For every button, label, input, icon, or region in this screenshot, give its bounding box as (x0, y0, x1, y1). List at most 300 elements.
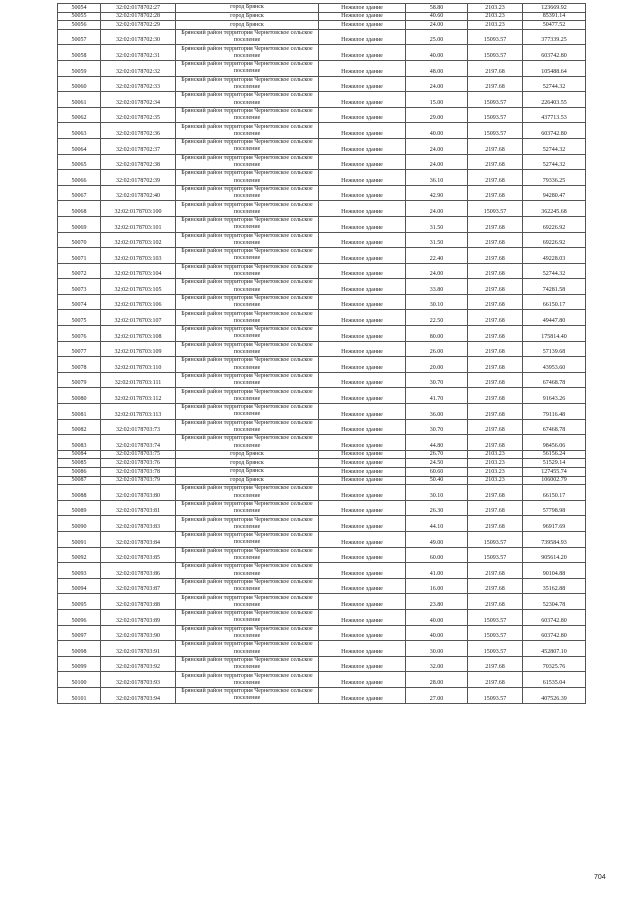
object-type-cell: Нежилое здание (319, 201, 406, 217)
cadastral-value-cell: 90104.88 (523, 563, 586, 579)
cadastral-value-cell: 52744.32 (523, 154, 586, 170)
cadastral-value-cell: 52744.32 (523, 76, 586, 92)
area-cell: 23.80 (406, 594, 468, 610)
specific-value-cell: 15093.57 (468, 107, 523, 123)
area-cell: 31.50 (406, 216, 468, 232)
table-row (58, 60, 586, 76)
object-type-cell: Нежилое здание (319, 450, 406, 459)
table-row (58, 563, 586, 579)
table-row (58, 547, 586, 563)
table-row (58, 248, 586, 264)
row-number-cell: 50088 (58, 485, 101, 501)
area-cell: 24.00 (406, 21, 468, 30)
row-number-cell: 50095 (58, 594, 101, 610)
cadastral-value-cell: 66150.17 (523, 485, 586, 501)
object-type-cell: Нежилое здание (319, 357, 406, 373)
object-type-cell: Нежилое здание (319, 248, 406, 264)
cadastral-number-cell: 32:02:0178703:85 (101, 547, 176, 563)
table-row (58, 294, 586, 310)
row-number-cell: 50063 (58, 123, 101, 139)
address-cell: Брянский район территория Чернетовское сельское поселение (176, 563, 319, 579)
cadastral-number-cell: 32:02:0178703:109 (101, 341, 176, 357)
object-type-cell: Нежилое здание (319, 170, 406, 186)
row-number-cell: 50077 (58, 341, 101, 357)
specific-value-cell: 2197.68 (468, 60, 523, 76)
table-row (58, 76, 586, 92)
row-number-cell: 50071 (58, 248, 101, 264)
cadastral-number-cell: 32:02:0178703:79 (101, 476, 176, 485)
object-type-cell: Нежилое здание (319, 138, 406, 154)
specific-value-cell: 2103.23 (468, 21, 523, 30)
specific-value-cell: 2197.68 (468, 263, 523, 279)
address-cell: Брянский район территория Чернетовское сельское поселение (176, 531, 319, 547)
cadastral-value-cell: 362245.68 (523, 201, 586, 217)
table-row (58, 485, 586, 501)
row-number-cell: 50054 (58, 4, 101, 13)
cadastral-value-cell: 226403.55 (523, 92, 586, 108)
address-cell: Брянский район территория Чернетовское сельское поселение (176, 594, 319, 610)
address-cell: Брянский район территория Чернетовское сельское поселение (176, 232, 319, 248)
row-number-cell: 50085 (58, 459, 101, 468)
area-cell: 44.10 (406, 516, 468, 532)
object-type-cell: Нежилое здание (319, 531, 406, 547)
cadastral-number-cell: 32:02:0178703:102 (101, 232, 176, 248)
cadastral-number-cell: 32:02:0178703:80 (101, 485, 176, 501)
area-cell: 80.00 (406, 326, 468, 342)
specific-value-cell: 15093.57 (468, 92, 523, 108)
area-cell: 60.60 (406, 468, 468, 477)
table-row (58, 476, 586, 485)
cadastral-number-cell: 32:02:0178703:113 (101, 404, 176, 420)
cadastral-value-cell: 35162.88 (523, 578, 586, 594)
address-cell: Брянский район территория Чернетовское сельское поселение (176, 248, 319, 264)
specific-value-cell: 2197.68 (468, 435, 523, 451)
row-number-cell: 50076 (58, 326, 101, 342)
cadastral-value-cell: 603742.80 (523, 123, 586, 139)
address-cell: Брянский район территория Чернетовское сельское поселение (176, 185, 319, 201)
table-row (58, 92, 586, 108)
specific-value-cell: 2197.68 (468, 563, 523, 579)
area-cell: 15.00 (406, 92, 468, 108)
specific-value-cell: 15093.57 (468, 547, 523, 563)
specific-value-cell: 2197.68 (468, 154, 523, 170)
area-cell: 24.00 (406, 263, 468, 279)
object-type-cell: Нежилое здание (319, 326, 406, 342)
object-type-cell: Нежилое здание (319, 92, 406, 108)
cadastral-value-cell: 57798.98 (523, 500, 586, 516)
object-type-cell: Нежилое здание (319, 404, 406, 420)
specific-value-cell: 2197.68 (468, 372, 523, 388)
object-type-cell: Нежилое здание (319, 641, 406, 657)
address-cell: Брянский район территория Чернетовское сельское поселение (176, 263, 319, 279)
object-type-cell: Нежилое здание (319, 435, 406, 451)
object-type-cell: Нежилое здание (319, 594, 406, 610)
cadastral-number-cell: 32:02:0178702:35 (101, 107, 176, 123)
cadastral-value-cell: 49447.80 (523, 310, 586, 326)
area-cell: 24.00 (406, 138, 468, 154)
row-number-cell: 50069 (58, 216, 101, 232)
address-cell: Брянский район территория Чернетовское сельское поселение (176, 326, 319, 342)
specific-value-cell: 2103.23 (468, 450, 523, 459)
table-row (58, 435, 586, 451)
object-type-cell: Нежилое здание (319, 29, 406, 45)
row-number-cell: 50067 (58, 185, 101, 201)
row-number-cell: 50094 (58, 578, 101, 594)
cadastral-number-cell: 32:02:0178703:107 (101, 310, 176, 326)
table-row (58, 341, 586, 357)
address-cell: город Брянск (176, 12, 319, 21)
cadastral-value-cell: 61535.04 (523, 672, 586, 688)
table-row (58, 404, 586, 420)
area-cell: 24.00 (406, 154, 468, 170)
row-number-cell: 50060 (58, 76, 101, 92)
address-cell: город Брянск (176, 21, 319, 30)
row-number-cell: 50092 (58, 547, 101, 563)
address-cell: Брянский район территория Чернетовское сельское поселение (176, 201, 319, 217)
address-cell: Брянский район территория Чернетовское сельское поселение (176, 672, 319, 688)
specific-value-cell: 2197.68 (468, 419, 523, 435)
address-cell: Брянский район территория Чернетовское сельское поселение (176, 641, 319, 657)
row-number-cell: 50062 (58, 107, 101, 123)
row-number-cell: 50061 (58, 92, 101, 108)
cadastral-value-cell: 94280.47 (523, 185, 586, 201)
address-cell: Брянский район территория Чернетовское сельское поселение (176, 60, 319, 76)
table-body (58, 4, 586, 704)
row-number-cell: 50074 (58, 294, 101, 310)
cadastral-number-cell: 32:02:0178703:74 (101, 435, 176, 451)
specific-value-cell: 2197.68 (468, 388, 523, 404)
object-type-cell: Нежилое здание (319, 154, 406, 170)
area-cell: 28.00 (406, 672, 468, 688)
table-row (58, 185, 586, 201)
cadastral-value-cell: 452807.10 (523, 641, 586, 657)
address-cell: Брянский район территория Чернетовское сельское поселение (176, 170, 319, 186)
area-cell: 24.00 (406, 76, 468, 92)
area-cell: 30.70 (406, 419, 468, 435)
cadastral-number-cell: 32:02:0178703:73 (101, 419, 176, 435)
cadastral-value-cell: 57139.68 (523, 341, 586, 357)
cadastral-value-table (57, 3, 586, 704)
object-type-cell: Нежилое здание (319, 310, 406, 326)
specific-value-cell: 2197.68 (468, 341, 523, 357)
row-number-cell: 50093 (58, 563, 101, 579)
specific-value-cell: 2197.68 (468, 656, 523, 672)
cadastral-value-cell: 52304.78 (523, 594, 586, 610)
cadastral-value-cell: 739584.93 (523, 531, 586, 547)
specific-value-cell: 2197.68 (468, 326, 523, 342)
object-type-cell: Нежилое здание (319, 687, 406, 703)
area-cell: 49.00 (406, 531, 468, 547)
object-type-cell: Нежилое здание (319, 388, 406, 404)
table-row (58, 468, 586, 477)
cadastral-number-cell: 32:02:0178703:105 (101, 279, 176, 295)
table-row (58, 625, 586, 641)
row-number-cell: 50099 (58, 656, 101, 672)
specific-value-cell: 2197.68 (468, 310, 523, 326)
address-cell: Брянский район территория Чернетовское сельское поселение (176, 279, 319, 295)
specific-value-cell: 2197.68 (468, 185, 523, 201)
row-number-cell: 50101 (58, 687, 101, 703)
address-cell: Брянский район территория Чернетовское сельское поселение (176, 687, 319, 703)
address-cell: Брянский район территория Чернетовское сельское поселение (176, 123, 319, 139)
area-cell: 30.10 (406, 485, 468, 501)
cadastral-value-cell: 50477.52 (523, 21, 586, 30)
area-cell: 26.00 (406, 341, 468, 357)
row-number-cell: 50057 (58, 29, 101, 45)
table-row (58, 656, 586, 672)
row-number-cell: 50083 (58, 435, 101, 451)
table-row (58, 263, 586, 279)
address-cell: город Брянск (176, 468, 319, 477)
object-type-cell: Нежилое здание (319, 123, 406, 139)
cadastral-number-cell: 32:02:0178703:108 (101, 326, 176, 342)
table-row (58, 578, 586, 594)
object-type-cell: Нежилое здание (319, 185, 406, 201)
object-type-cell: Нежилое здание (319, 12, 406, 21)
specific-value-cell: 15093.57 (468, 609, 523, 625)
specific-value-cell: 2103.23 (468, 4, 523, 13)
cadastral-number-cell: 32:02:0178703:76 (101, 459, 176, 468)
object-type-cell: Нежилое здание (319, 656, 406, 672)
specific-value-cell: 2197.68 (468, 594, 523, 610)
address-cell: Брянский район территория Чернетовское сельское поселение (176, 435, 319, 451)
cadastral-number-cell: 32:02:0178703:106 (101, 294, 176, 310)
table-row (58, 516, 586, 532)
area-cell: 42.90 (406, 185, 468, 201)
cadastral-value-cell: 96917.69 (523, 516, 586, 532)
area-cell: 50.40 (406, 476, 468, 485)
area-cell: 30.00 (406, 641, 468, 657)
cadastral-value-cell: 51529.14 (523, 459, 586, 468)
row-number-cell: 50081 (58, 404, 101, 420)
table-row (58, 154, 586, 170)
cadastral-number-cell: 32:02:0178703:92 (101, 656, 176, 672)
area-cell: 29.00 (406, 107, 468, 123)
address-cell: Брянский район территория Чернетовское сельское поселение (176, 138, 319, 154)
area-cell: 41.00 (406, 563, 468, 579)
table-row (58, 419, 586, 435)
object-type-cell: Нежилое здание (319, 107, 406, 123)
specific-value-cell: 15093.57 (468, 625, 523, 641)
address-cell: Брянский район территория Чернетовское сельское поселение (176, 310, 319, 326)
object-type-cell: Нежилое здание (319, 372, 406, 388)
cadastral-number-cell: 32:02:0178703:101 (101, 216, 176, 232)
object-type-cell: Нежилое здание (319, 60, 406, 76)
cadastral-number-cell: 32:02:0178702:36 (101, 123, 176, 139)
table-row (58, 609, 586, 625)
object-type-cell: Нежилое здание (319, 500, 406, 516)
row-number-cell: 50068 (58, 201, 101, 217)
cadastral-value-cell: 407526.39 (523, 687, 586, 703)
address-cell: Брянский район территория Чернетовское сельское поселение (176, 45, 319, 61)
object-type-cell: Нежилое здание (319, 341, 406, 357)
specific-value-cell: 15093.57 (468, 123, 523, 139)
table-row (58, 326, 586, 342)
area-cell: 20.00 (406, 357, 468, 373)
area-cell: 60.00 (406, 547, 468, 563)
cadastral-number-cell: 32:02:0178703:90 (101, 625, 176, 641)
row-number-cell: 50091 (58, 531, 101, 547)
address-cell: Брянский район территория Чернетовское сельское поселение (176, 29, 319, 45)
address-cell: Брянский район территория Чернетовское сельское поселение (176, 357, 319, 373)
table-row (58, 388, 586, 404)
page-number: 704 (594, 874, 606, 881)
cadastral-value-cell: 85391.14 (523, 12, 586, 21)
specific-value-cell: 15093.57 (468, 29, 523, 45)
area-cell: 40.00 (406, 609, 468, 625)
row-number-cell: 50082 (58, 419, 101, 435)
specific-value-cell: 2197.68 (468, 138, 523, 154)
cadastral-number-cell: 32:02:0178703:91 (101, 641, 176, 657)
row-number-cell: 50066 (58, 170, 101, 186)
object-type-cell: Нежилое здание (319, 45, 406, 61)
table-row (58, 687, 586, 703)
cadastral-number-cell: 32:02:0178703:100 (101, 201, 176, 217)
area-cell: 40.60 (406, 12, 468, 21)
specific-value-cell: 2103.23 (468, 476, 523, 485)
address-cell: Брянский район территория Чернетовское сельское поселение (176, 656, 319, 672)
address-cell: город Брянск (176, 459, 319, 468)
object-type-cell: Нежилое здание (319, 547, 406, 563)
row-number-cell: 50070 (58, 232, 101, 248)
cadastral-value-cell: 603742.80 (523, 625, 586, 641)
cadastral-number-cell: 32:02:0178703:81 (101, 500, 176, 516)
table-row (58, 531, 586, 547)
address-cell: Брянский район территория Чернетовское сельское поселение (176, 107, 319, 123)
cadastral-number-cell: 32:02:0178703:87 (101, 578, 176, 594)
address-cell: город Брянск (176, 4, 319, 13)
address-cell: Брянский район территория Чернетовское сельское поселение (176, 609, 319, 625)
cadastral-number-cell: 32:02:0178703:78 (101, 468, 176, 477)
specific-value-cell: 2197.68 (468, 578, 523, 594)
object-type-cell: Нежилое здание (319, 625, 406, 641)
specific-value-cell: 2197.68 (468, 232, 523, 248)
table-row (58, 310, 586, 326)
object-type-cell: Нежилое здание (319, 279, 406, 295)
object-type-cell: Нежилое здание (319, 609, 406, 625)
table-row (58, 450, 586, 459)
cadastral-value-cell: 74281.58 (523, 279, 586, 295)
area-cell: 16.00 (406, 578, 468, 594)
address-cell: Брянский район территория Чернетовское сельское поселение (176, 154, 319, 170)
cadastral-value-cell: 106002.79 (523, 476, 586, 485)
cadastral-value-cell: 175814.40 (523, 326, 586, 342)
area-cell: 44.80 (406, 435, 468, 451)
address-cell: Брянский район территория Чернетовское сельское поселение (176, 625, 319, 641)
address-cell: Брянский район территория Чернетовское сельское поселение (176, 372, 319, 388)
table-row (58, 4, 586, 13)
object-type-cell: Нежилое здание (319, 21, 406, 30)
cadastral-number-cell: 32:02:0178703:94 (101, 687, 176, 703)
cadastral-number-cell: 32:02:0178703:111 (101, 372, 176, 388)
row-number-cell: 50100 (58, 672, 101, 688)
specific-value-cell: 15093.57 (468, 687, 523, 703)
cadastral-value-cell: 69226.92 (523, 216, 586, 232)
area-cell: 26.30 (406, 500, 468, 516)
object-type-cell: Нежилое здание (319, 516, 406, 532)
cadastral-value-cell: 603742.80 (523, 45, 586, 61)
area-cell: 32.00 (406, 656, 468, 672)
address-cell: Брянский район территория Чернетовское сельское поселение (176, 404, 319, 420)
object-type-cell: Нежилое здание (319, 485, 406, 501)
table-row (58, 29, 586, 45)
area-cell: 40.00 (406, 625, 468, 641)
cadastral-number-cell: 32:02:0178702:38 (101, 154, 176, 170)
cadastral-number-cell: 32:02:0178703:75 (101, 450, 176, 459)
cadastral-value-cell: 98456.06 (523, 435, 586, 451)
row-number-cell: 50096 (58, 609, 101, 625)
object-type-cell: Нежилое здание (319, 419, 406, 435)
row-number-cell: 50087 (58, 476, 101, 485)
address-cell: город Брянск (176, 450, 319, 459)
cadastral-number-cell: 32:02:0178702:40 (101, 185, 176, 201)
table-row (58, 170, 586, 186)
specific-value-cell: 2197.68 (468, 170, 523, 186)
row-number-cell: 50090 (58, 516, 101, 532)
row-number-cell: 50058 (58, 45, 101, 61)
cadastral-value-cell: 67468.78 (523, 372, 586, 388)
cadastral-value-cell: 377339.25 (523, 29, 586, 45)
specific-value-cell: 2197.68 (468, 357, 523, 373)
cadastral-value-cell: 905614.20 (523, 547, 586, 563)
cadastral-value-cell: 91643.26 (523, 388, 586, 404)
cadastral-number-cell: 32:02:0178703:103 (101, 248, 176, 264)
address-cell: Брянский район территория Чернетовское сельское поселение (176, 500, 319, 516)
cadastral-number-cell: 32:02:0178703:110 (101, 357, 176, 373)
cadastral-number-cell: 32:02:0178702:31 (101, 45, 176, 61)
row-number-cell: 50078 (58, 357, 101, 373)
address-cell: Брянский район территория Чернетовское сельское поселение (176, 76, 319, 92)
table-row (58, 12, 586, 21)
cadastral-number-cell: 32:02:0178702:28 (101, 12, 176, 21)
cadastral-number-cell: 32:02:0178702:29 (101, 21, 176, 30)
address-cell: Брянский район территория Чернетовское сельское поселение (176, 388, 319, 404)
area-cell: 33.80 (406, 279, 468, 295)
area-cell: 41.70 (406, 388, 468, 404)
cadastral-value-cell: 127455.74 (523, 468, 586, 477)
cadastral-number-cell: 32:02:0178702:34 (101, 92, 176, 108)
object-type-cell: Нежилое здание (319, 294, 406, 310)
cadastral-number-cell: 32:02:0178702:39 (101, 170, 176, 186)
cadastral-value-cell: 67468.78 (523, 419, 586, 435)
address-cell: Брянский район территория Чернетовское сельское поселение (176, 578, 319, 594)
cadastral-number-cell: 32:02:0178703:104 (101, 263, 176, 279)
area-cell: 40.00 (406, 123, 468, 139)
area-cell: 36.10 (406, 170, 468, 186)
cadastral-number-cell: 32:02:0178703:93 (101, 672, 176, 688)
address-cell: Брянский район территория Чернетовское сельское поселение (176, 485, 319, 501)
cadastral-value-cell: 52744.32 (523, 263, 586, 279)
address-cell: Брянский район территория Чернетовское сельское поселение (176, 341, 319, 357)
area-cell: 48.00 (406, 60, 468, 76)
row-number-cell: 50089 (58, 500, 101, 516)
object-type-cell: Нежилое здание (319, 232, 406, 248)
area-cell: 40.00 (406, 45, 468, 61)
cadastral-number-cell: 32:02:0178703:88 (101, 594, 176, 610)
table-row (58, 232, 586, 248)
specific-value-cell: 2197.68 (468, 500, 523, 516)
cadastral-value-cell: 49228.03 (523, 248, 586, 264)
table-row (58, 372, 586, 388)
object-type-cell: Нежилое здание (319, 476, 406, 485)
specific-value-cell: 2103.23 (468, 12, 523, 21)
row-number-cell: 50055 (58, 12, 101, 21)
specific-value-cell: 2197.68 (468, 248, 523, 264)
table-row (58, 123, 586, 139)
specific-value-cell: 15093.57 (468, 531, 523, 547)
row-number-cell: 50086 (58, 468, 101, 477)
cadastral-value-cell: 79116.48 (523, 404, 586, 420)
